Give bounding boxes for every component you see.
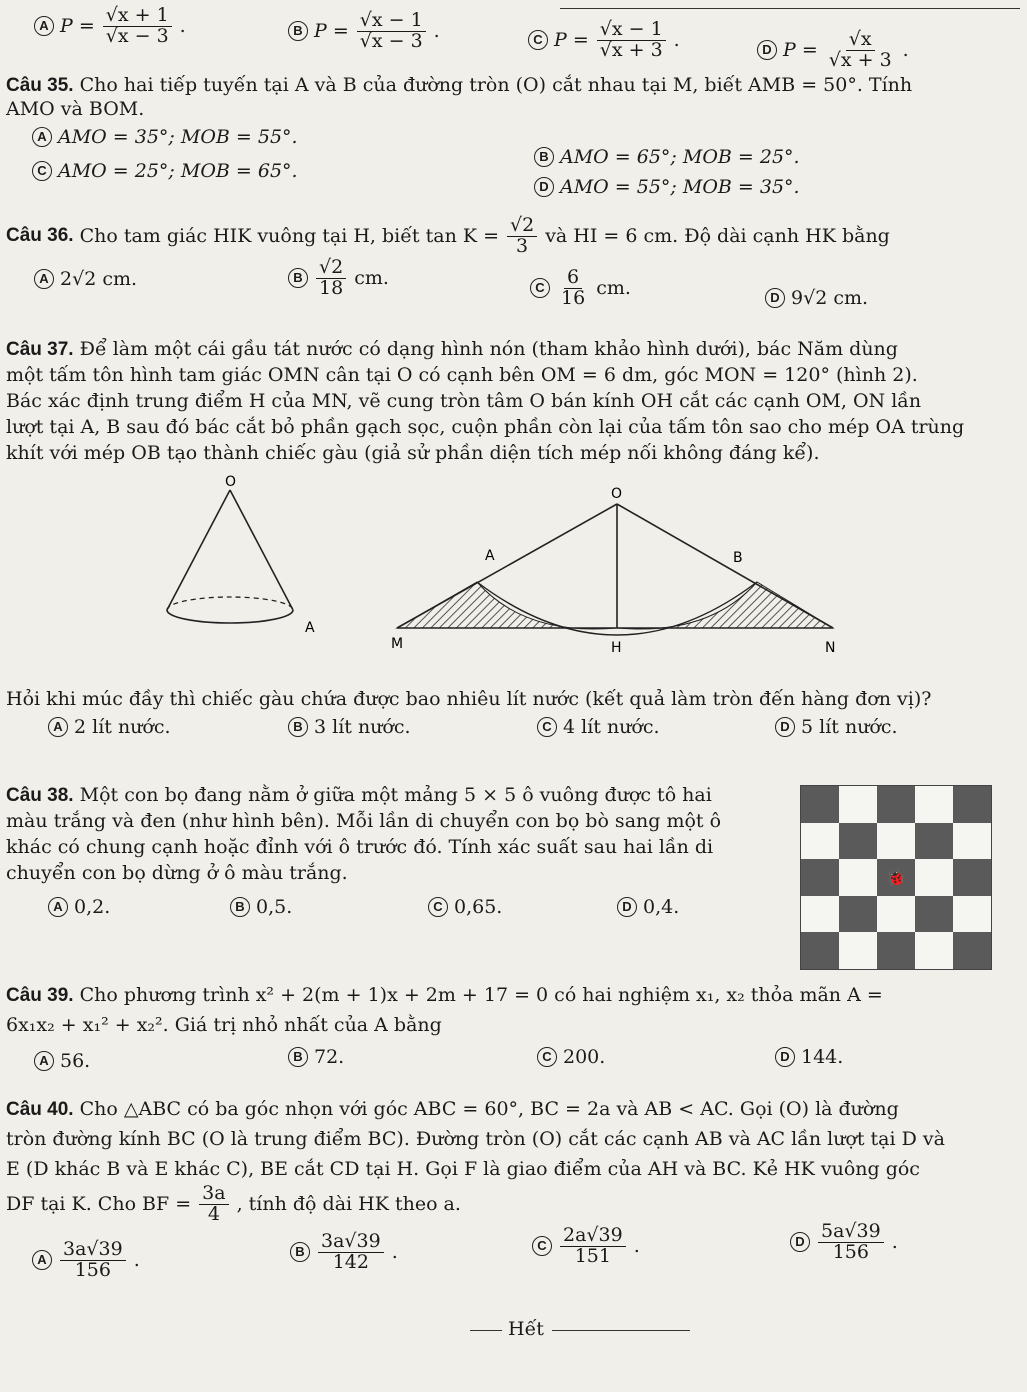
grid-cell <box>801 786 839 823</box>
grid-cell <box>877 823 915 860</box>
grid-cell <box>915 859 953 896</box>
q38-option-d[interactable]: D 0,4. <box>617 896 679 918</box>
cone-label-o: O <box>225 474 237 490</box>
q37-stem-line4: lượt tại A, B sau đó bác cắt bỏ phần gạch sọc, cuộn phần còn lại của tấm tôn sao cho mép OA trùng <box>6 416 965 438</box>
grid-cell <box>839 932 877 969</box>
q36-option-b[interactable]: B $\frac{√2}{18}$ cm. <box>288 258 389 299</box>
end-marker: Hết <box>508 1318 544 1340</box>
sheet-label-b: B <box>733 550 743 566</box>
grid-cell <box>839 896 877 933</box>
top-rule <box>560 8 1020 9</box>
option-letter: B <box>288 21 308 41</box>
q35-option-c[interactable]: C AMO = 25°; MOB = 65°. <box>32 160 298 182</box>
question-label: Câu 35. <box>6 75 74 96</box>
q38-option-b[interactable]: B 0,5. <box>230 896 292 918</box>
grid-cell <box>953 932 991 969</box>
grid-cell <box>877 932 915 969</box>
q34-option-a[interactable]: A P = $\frac{√x + 1}{√x - 3}$ . <box>34 6 186 47</box>
q35-option-d[interactable]: D AMO = 55°; MOB = 35°. <box>534 176 800 198</box>
cone-label-a: A <box>305 620 315 636</box>
q35-stem-line2: AMO và BOM. <box>6 98 145 120</box>
sheet-figure <box>385 478 845 658</box>
q39-option-a[interactable]: A 56. <box>34 1050 90 1072</box>
option-letter: C <box>528 30 548 50</box>
q37-question: Hỏi khi múc đầy thì chiếc gàu chứa được bao nhiêu lít nước (kết quả làm tròn đến hàng đơn vị)? <box>6 688 932 710</box>
grid-cell <box>839 859 877 896</box>
grid-cell <box>953 786 991 823</box>
grid-cell <box>839 786 877 823</box>
grid-cell <box>877 859 915 896</box>
q36-option-c[interactable]: C $\frac{6}{16}$ cm. <box>530 268 631 309</box>
sheet-label-n: N <box>825 640 836 656</box>
q37-option-d[interactable]: D 5 lít nước. <box>775 716 898 738</box>
grid-cell <box>801 932 839 969</box>
q35-option-b[interactable]: B AMO = 65°; MOB = 25°. <box>534 146 800 168</box>
q35-option-a[interactable]: A AMO = 35°; MOB = 55°. <box>32 126 298 148</box>
grid-cell <box>953 859 991 896</box>
q36-option-a[interactable]: A 2√2 cm. <box>34 268 137 290</box>
grid-cell <box>915 786 953 823</box>
q37-option-b[interactable]: B 3 lít nước. <box>288 716 411 738</box>
sheet-label-o: O <box>611 486 623 502</box>
q40-option-b[interactable]: B $\frac{3a√39}{142}$ . <box>290 1232 398 1273</box>
q34-option-c[interactable]: C P = $\frac{√x - 1}{√x + 3}$ . <box>528 20 680 61</box>
q37-stem-line2: một tấm tôn hình tam giác OMN cân tại O có cạnh bên OM = 6 dm, góc MON = 120° (hình 2). <box>6 364 918 386</box>
grid-cell <box>801 823 839 860</box>
q40-stem-line2: tròn đường kính BC (O là trung điểm BC). Đường tròn (O) cắt các cạnh AB và AC lần lượt tại D và <box>6 1128 945 1150</box>
q40-option-a[interactable]: A $\frac{3a√39}{156}$ . <box>32 1240 140 1281</box>
grid-cell <box>839 823 877 860</box>
sheet-label-m: M <box>391 636 404 652</box>
grid-cell <box>877 786 915 823</box>
grid-cell <box>915 823 953 860</box>
q37-option-c[interactable]: C 4 lít nước. <box>537 716 660 738</box>
q38-option-a[interactable]: A 0,2. <box>48 896 110 918</box>
q36-option-d[interactable]: D 9√2 cm. <box>765 287 868 309</box>
q40-stem-line4: DF tại K. Cho BF = $\frac{3a}{4}$ , tính độ dài HK theo a. <box>6 1182 461 1225</box>
q34-option-b[interactable]: B P = $\frac{√x - 1}{√x - 3}$ . <box>288 11 440 52</box>
cone-figure <box>155 470 335 660</box>
q39-option-d[interactable]: D 144. <box>775 1046 843 1068</box>
footer-rule-right <box>552 1330 690 1331</box>
q37-option-a[interactable]: A 2 lít nước. <box>48 716 171 738</box>
checkerboard-grid <box>800 785 992 970</box>
q37-stem-line1: Câu 37. Để làm một cái gầu tát nước có dạng hình nón (tham khảo hình dưới), bác Năm dùng <box>6 338 898 360</box>
grid-cell <box>953 896 991 933</box>
option-letter: A <box>34 16 54 36</box>
grid-cell <box>877 896 915 933</box>
q37-stem-line5: khít với mép OB tạo thành chiếc gàu (giả sử phần diện tích mép nối không đáng kể). <box>6 442 820 464</box>
q39-option-b[interactable]: B 72. <box>288 1046 344 1068</box>
grid-cell <box>801 896 839 933</box>
option-letter: D <box>757 40 777 60</box>
bug-icon: 🐞 <box>886 867 906 887</box>
q39-stem-line1: Câu 39. Cho phương trình x² + 2(m + 1)x + 2m + 17 = 0 có hai nghiệm x₁, x₂ thỏa mãn A = <box>6 984 883 1006</box>
q34-option-d[interactable]: D P = $\frac{√x}{√x + 3}$ . <box>757 30 909 71</box>
q38-option-c[interactable]: C 0,65. <box>428 896 502 918</box>
q36-stem: Câu 36. Cho tam giác HIK vuông tại H, biết tan K = $\frac{√2}{3}$ và HI = 6 cm. Độ dài cạnh HK bằng <box>6 214 890 257</box>
q35-stem-line1: Câu 35. Cho hai tiếp tuyến tại A và B của đường tròn (O) cắt nhau tại M, biết AMB = 50°. Tính <box>6 74 913 96</box>
grid-cell <box>915 896 953 933</box>
q38-stem-line3: khác có chung cạnh hoặc đỉnh với ô trước đó. Tính xác suất sau hai lần di <box>6 836 714 858</box>
q38-stem-line2: màu trắng và đen (như hình bên). Mỗi lần di chuyển con bọ bò sang một ô <box>6 810 722 832</box>
q38-stem-line4: chuyển con bọ dừng ở ô màu trắng. <box>6 862 348 884</box>
grid-cell <box>915 932 953 969</box>
q38-stem-line1: Câu 38. Một con bọ đang nằm ở giữa một mảng 5 × 5 ô vuông được tô hai <box>6 784 712 806</box>
q40-stem-line1: Câu 40. Cho △ABC có ba góc nhọn với góc ABC = 60°, BC = 2a và AB < AC. Gọi (O) là đường <box>6 1098 899 1120</box>
q40-option-c[interactable]: C $\frac{2a√39}{151}$ . <box>532 1226 640 1267</box>
q40-stem-line3: E (D khác B và E khác C), BE cắt CD tại H. Gọi F là giao điểm của AH và BC. Kẻ HK vuông góc <box>6 1158 920 1180</box>
q39-option-c[interactable]: C 200. <box>537 1046 605 1068</box>
footer-rule-left <box>470 1330 502 1331</box>
q37-stem-line3: Bác xác định trung điểm H của MN, vẽ cung tròn tâm O bán kính OH cắt các cạnh OM, ON lần <box>6 390 922 412</box>
q40-option-d[interactable]: D $\frac{5a√39}{156}$ . <box>790 1222 898 1263</box>
q39-stem-line2: 6x₁x₂ + x₁² + x₂². Giá trị nhỏ nhất của A bằng <box>6 1014 442 1036</box>
grid-cell <box>801 859 839 896</box>
grid-cell <box>953 823 991 860</box>
sheet-label-a: A <box>485 548 495 564</box>
sheet-label-h: H <box>611 640 622 656</box>
